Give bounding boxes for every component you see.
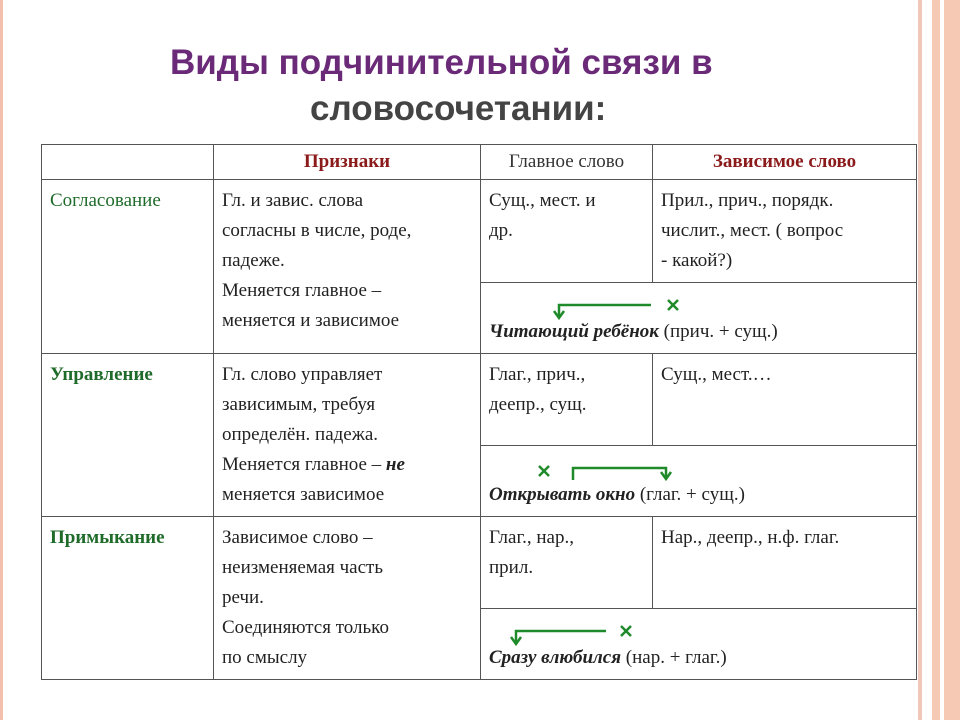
text-line: речи. (222, 587, 264, 608)
example-cell (481, 283, 917, 354)
text-line: меняется зависимое (222, 484, 385, 505)
text-line: деепр., сущ. (489, 394, 587, 415)
text-line: Прил., прич., порядк. (661, 190, 834, 211)
text-line (222, 450, 472, 480)
decorative-stripe (918, 0, 922, 720)
header-features: Признаки (214, 145, 481, 180)
table-row (42, 354, 917, 446)
example-phrase: Читающий ребёнок (489, 321, 659, 342)
example-note: (прич. + сущ.) (663, 321, 778, 342)
features-cell (214, 517, 481, 680)
text-line: прил. (489, 557, 534, 578)
decorative-stripe (940, 0, 944, 720)
text-line: - какой?) (661, 250, 733, 271)
decorative-stripe (932, 0, 960, 720)
title-line-1: Виды подчинительной связи в (170, 43, 713, 82)
text-line: Нар., деепр., н.ф. глаг. (661, 527, 840, 548)
text-line: числит., мест. ( вопрос (661, 220, 844, 241)
features-cell (214, 180, 481, 354)
dependent-word-cell (653, 354, 917, 446)
example-note: (глаг. + сущ.) (639, 484, 745, 505)
text-line: др. (489, 220, 513, 241)
dependent-word-cell (653, 517, 917, 609)
text-line: Сущ., мест. и (489, 190, 596, 211)
cross-icon (539, 466, 549, 476)
title-line-2: словосочетании: (310, 89, 607, 128)
example-text (489, 480, 745, 510)
text-line: Зависимое слово – (222, 527, 373, 548)
table-row (42, 180, 917, 283)
header-main-word: Главное слово (481, 145, 653, 180)
text-line: согласны в числе, роде, (222, 220, 412, 241)
text-line: Меняется главное – (222, 280, 382, 301)
example-text (489, 317, 778, 347)
text-part: Меняется главное – (222, 454, 382, 475)
example-note: (нар. + глаг.) (625, 647, 727, 668)
text-line: определён. падежа. (222, 424, 379, 445)
text-line: Соединяются только (222, 617, 389, 638)
text-line: Гл. слово управляет (222, 364, 383, 385)
type-cell (42, 180, 214, 354)
type-label: Примыкание (50, 527, 165, 548)
relations-table (41, 144, 917, 680)
cross-icon (621, 626, 631, 636)
main-word-cell (481, 517, 653, 609)
cross-icon (668, 300, 678, 310)
table-row (42, 517, 917, 609)
header-dependent-word: Зависимое слово (653, 145, 917, 180)
example-text (489, 643, 727, 673)
example-cell (481, 609, 917, 680)
type-cell (42, 517, 214, 680)
page-title (170, 40, 890, 132)
text-line: меняется и зависимое (222, 310, 400, 331)
example-phrase: влюбился (541, 647, 622, 668)
main-word-cell (481, 354, 653, 446)
header-row (42, 145, 917, 180)
text-line: падеже. (222, 250, 285, 271)
example-phrase: Сразу (489, 647, 537, 668)
main-word-cell (481, 180, 653, 283)
emphasis-text: не (385, 454, 405, 475)
type-label: Управление (50, 364, 153, 385)
example-cell (481, 446, 917, 517)
type-cell (42, 354, 214, 517)
text-line: Глаг., прич., (489, 364, 586, 385)
example-phrase: окно (595, 484, 636, 505)
header-empty (42, 145, 214, 180)
text-line: по смыслу (222, 647, 308, 668)
text-line: зависимым, требуя (222, 394, 376, 415)
example-phrase: Открывать (489, 484, 592, 505)
text-line: Сущ., мест.… (661, 364, 772, 385)
dependent-word-cell (653, 180, 917, 283)
text-line: Глаг., нар., (489, 527, 574, 548)
type-label: Согласование (50, 190, 161, 211)
left-border (0, 0, 3, 720)
text-line: Гл. и завис. слова (222, 190, 364, 211)
text-line: неизменяемая часть (222, 557, 384, 578)
features-cell (214, 354, 481, 517)
